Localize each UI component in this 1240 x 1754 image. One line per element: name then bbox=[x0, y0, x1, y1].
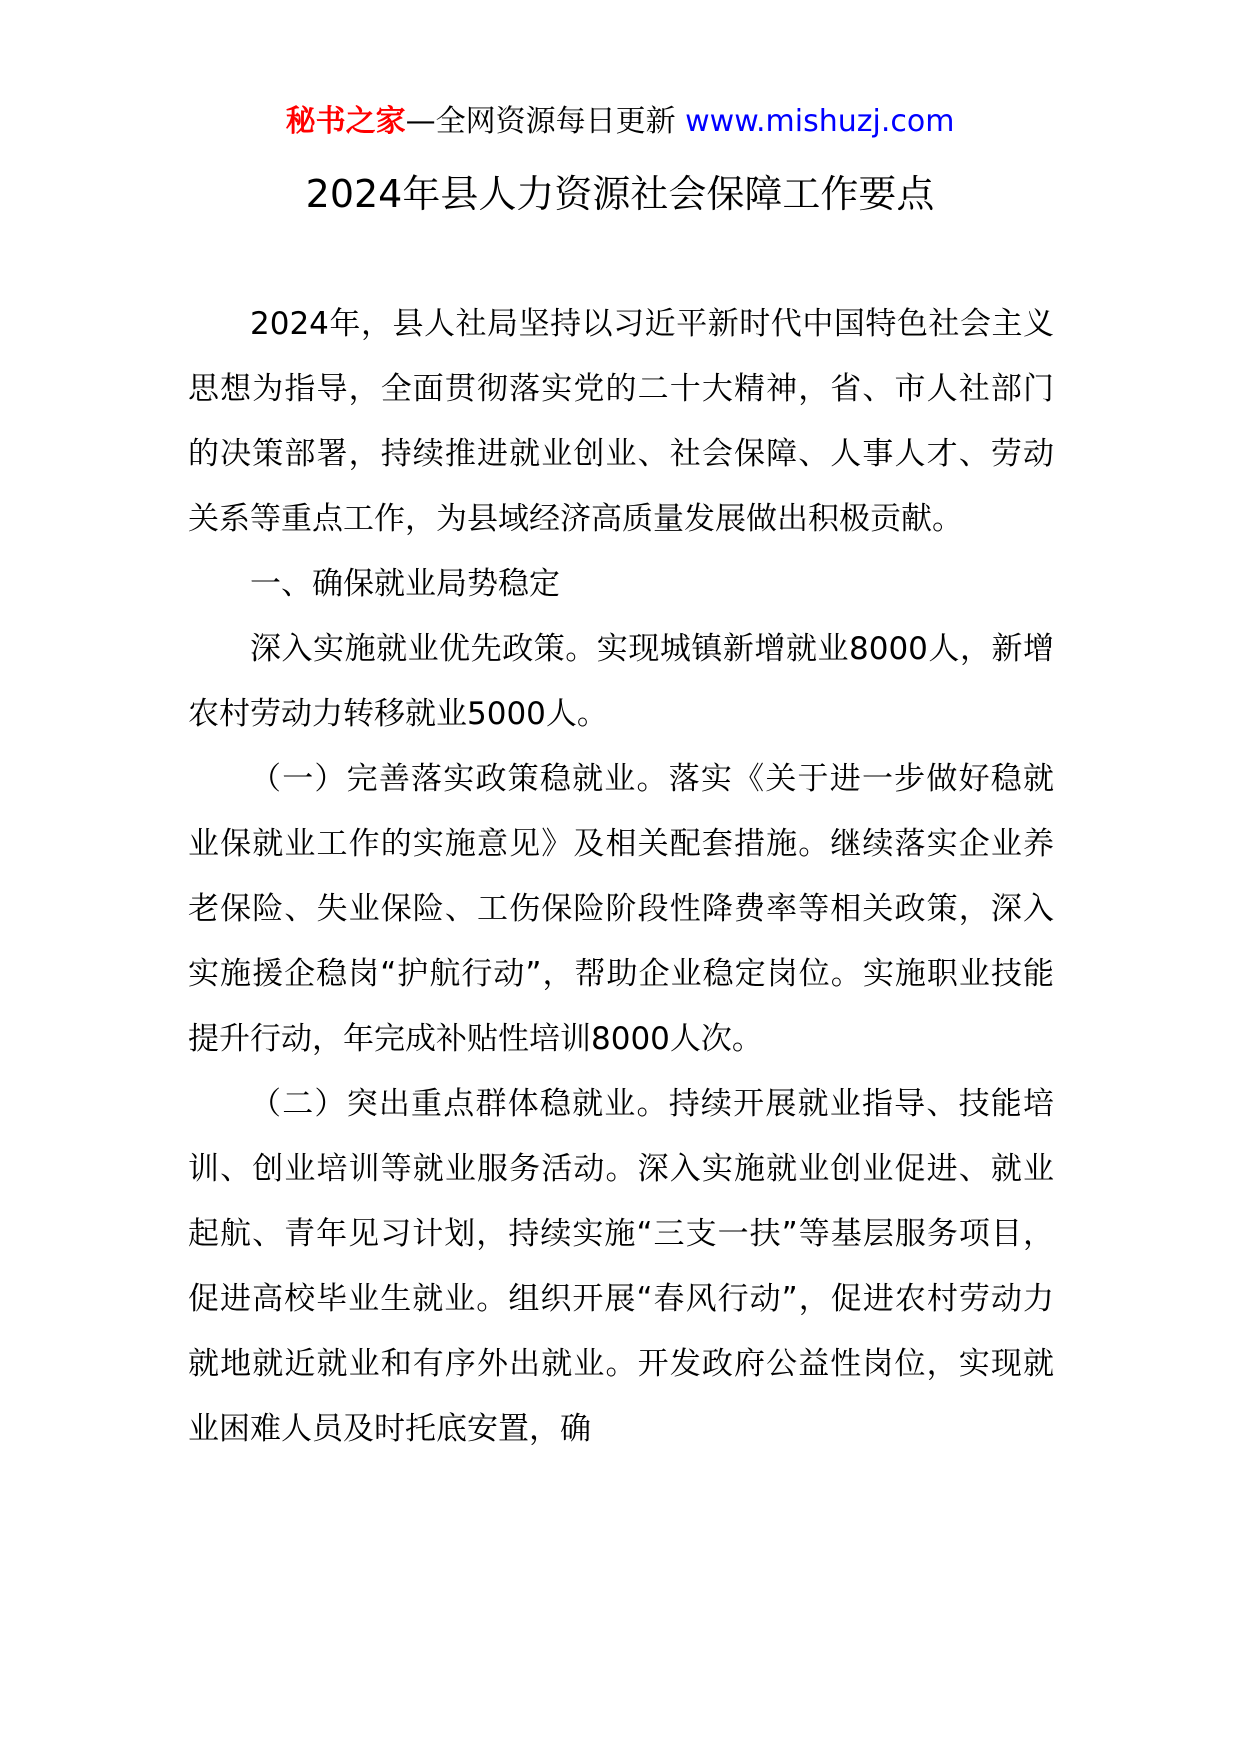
watermark-header bbox=[0, 100, 1240, 144]
brand-name: 秘书之家 bbox=[285, 104, 406, 139]
intro-paragraph: 2024年，县人社局坚持以习近平新时代中国特色社会主义思想为指导，全面贯彻落实党的二十大精神，省、市人社部门的决策部署，持续推进就业创业、社会保障、人事人才、劳动关系等重点工作，为县域经济高质量发展做出积极贡献。 bbox=[188, 306, 1054, 537]
document-title: 2024年县人力资源社会保障工作要点 bbox=[305, 172, 935, 216]
brand-tagline: —全网资源每日更新 bbox=[405, 104, 686, 139]
site-url-link[interactable]: www.mishuzj.com bbox=[685, 104, 955, 139]
section-heading: 一、确保就业局势稳定 bbox=[250, 566, 560, 602]
document-body bbox=[188, 292, 1054, 1462]
body-paragraph: （二）突出重点群体稳就业。持续开展就业指导、技能培训、创业培训等就业服务活动。深入实施就业创业促进、就业起航、青年见习计划，持续实施“三支一扶”等基层服务项目，促进高校毕业生就业。组织开展“春风行动”，促进农村劳动力就地就近就业和有序外出就业。开发政府公益性岗位，实现就业困难人员及时托底安置，确 bbox=[188, 1086, 1054, 1447]
body-paragraph: （一）完善落实政策稳就业。落实《关于进一步做好稳就业保就业工作的实施意见》及相关配套措施。继续落实企业养老保险、失业保险、工伤保险阶段性降费率等相关政策，深入实施援企稳岗“护航行动”，帮助企业稳定岗位。实施职业技能提升行动，年完成补贴性培训8000人次。 bbox=[188, 761, 1054, 1057]
body-paragraph: 深入实施就业优先政策。实现城镇新增就业8000人，新增农村劳动力转移就业5000人。 bbox=[188, 631, 1054, 732]
